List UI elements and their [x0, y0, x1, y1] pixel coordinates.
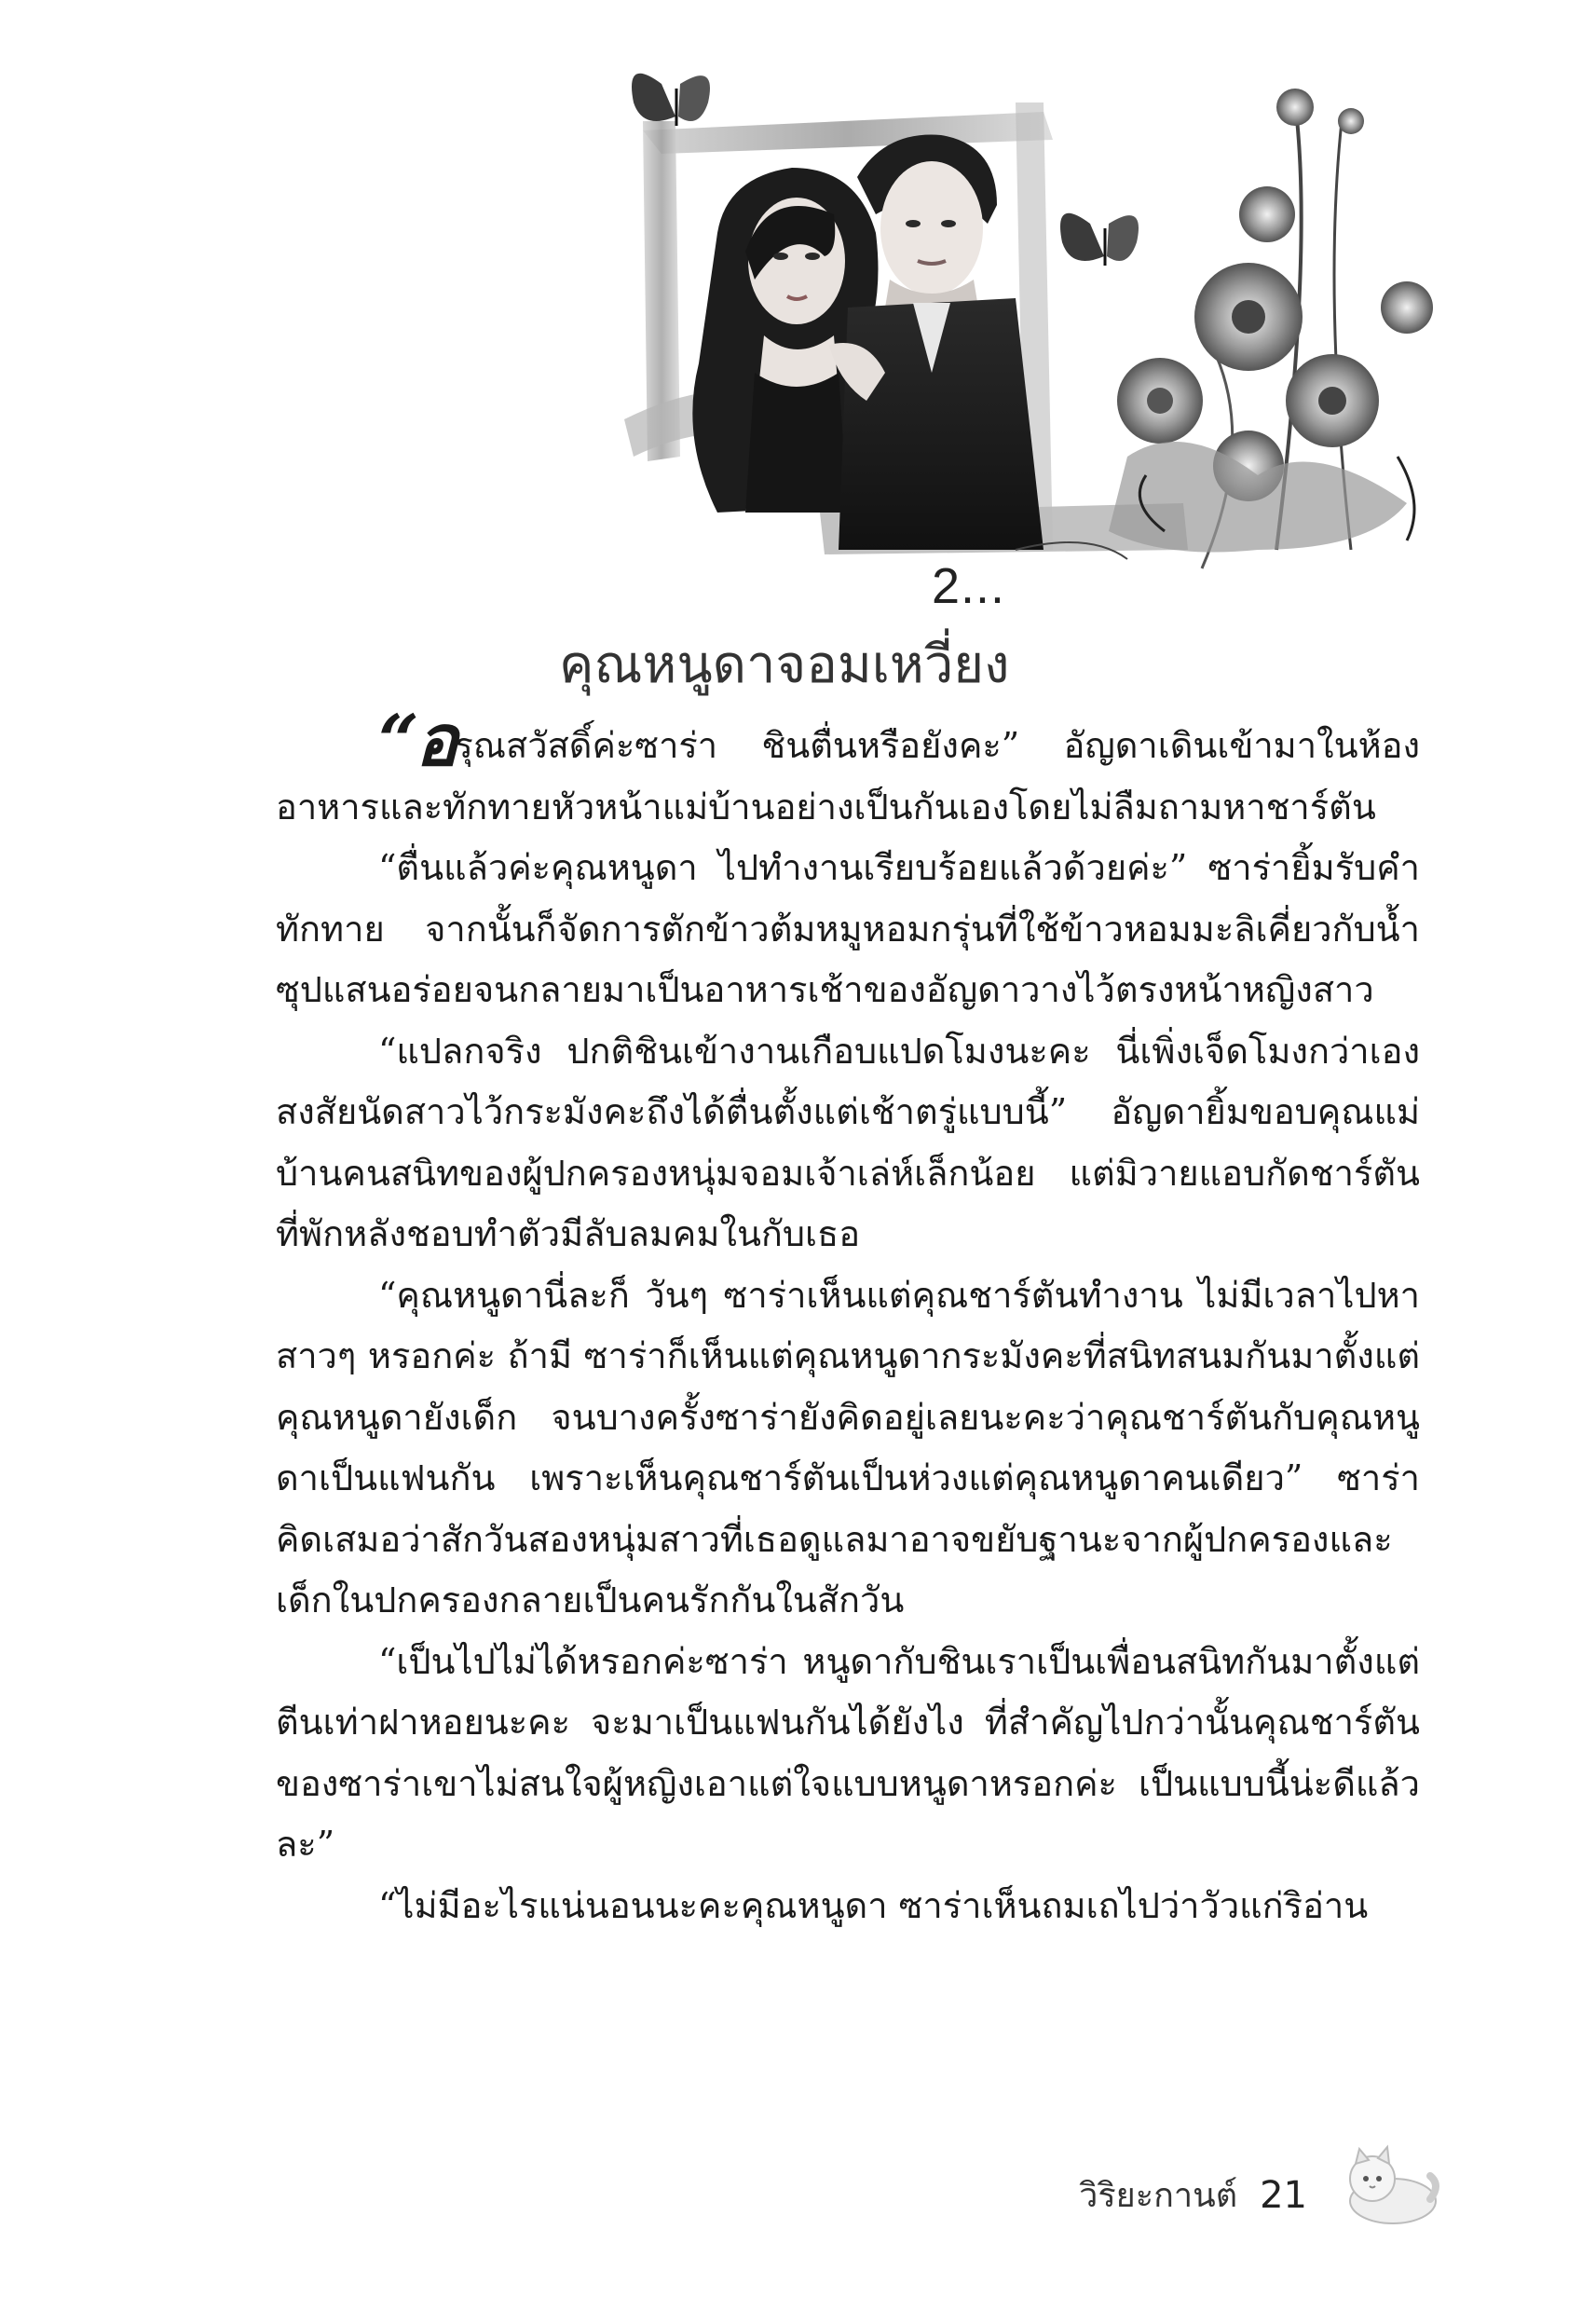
- paragraph: “คุณหนูดานี่ละก็ วันๆ ซาร่าเห็นแต่คุณชาร์ตันทำงาน ไม่มีเวลาไปหาสาวๆ หรอกค่ะ ถ้ามี ซาร่าก็เห็นแต่คุณหนูดากระมังคะที่สนิทสนมกันมาตั้งแต่คุณหนูดายังเด็ก จนบางครั้งซาร่ายังคิดอยู่เลยนะคะว่าคุณชาร์ตันกับคุณหนูดาเป็นแฟนกัน เพราะเห็นคุณชาร์ตันเป็นห่วงแต่คุณหนูดาคนเดียว” ซาร่าคิดเสมอว่าสักวันสองหนุ่มสาวที่เธอดูแลมาอาจขยับฐานะจากผู้ปกครองและเด็กในปกครองกลายเป็นคนรักกันในสักวัน: [276, 1274, 1420, 1620]
- flower-bouquet-icon: [1016, 89, 1433, 568]
- paragraph: “เป็นไปไม่ได้หรอกค่ะซาร่า หนูดากับชินเราเป็นเพื่อนสนิทกันมาตั้งแต่ตีนเท่าฝาหอยนะคะ จะมาเป็นแฟนกันได้ยังไง ที่สำคัญไปกว่านั้นคุณชาร์ตันของซาร่าเขาไม่สนใจผู้หญิงเอาแต่ใจแบบหนูดาหรอกค่ะ เป็นแบบนี้น่ะดีแล้วละ”: [276, 1640, 1420, 1865]
- chapter-title: คุณหนูดาจอมเหวี่ยง: [559, 635, 1010, 695]
- author-name: วิริยะกานต์: [1079, 2177, 1238, 2215]
- man-figure: [829, 135, 1044, 550]
- chapter-body: [276, 699, 1420, 1936]
- paragraph: “ไม่มีอะไรแน่นอนนะคะคุณหนูดา ซาร่าเห็นถมเถไปว่าวัวแก่ริอ่าน: [378, 1884, 1369, 1926]
- page-footer: [1079, 2168, 1307, 2222]
- opening-text: รุณสวัสดิ์ค่ะซาร่า ชินตื่นหรือยังคะ” อัญดาเดินเข้ามาในห้องอาหารและทักทายหัวหน้าแม่บ้านอย่างเป็นกันเองโดยไม่ลืมถามหาชาร์ตัน: [276, 725, 1420, 827]
- paragraph: “ตื่นแล้วค่ะคุณหนูดา ไปทำงานเรียบร้อยแล้วด้วยค่ะ” ซาร่ายิ้มรับคำทักทาย จากนั้นก็จัดการตักข้าวต้มหมูหอมกรุ่นที่ใช้ข้าวหอมมะลิเคี่ยวกับน้ำซุปแสนอร่อยจนกลายมาเป็นอาหารเช้าของอัญดาวางไว้ตรงหน้าหญิงสาว: [276, 847, 1420, 1010]
- chapter-number: 2...: [932, 558, 1006, 614]
- butterfly-icon: [632, 74, 710, 126]
- couple-portrait-illustration: [606, 65, 1444, 624]
- page-number: 21: [1260, 2173, 1307, 2217]
- drop-letter: อ: [415, 699, 455, 782]
- butterfly-icon: [1060, 213, 1139, 266]
- chapter-header-illustration: [606, 65, 1444, 624]
- persian-cat-icon: [1337, 2143, 1439, 2227]
- opening-paragraph: [276, 699, 1420, 838]
- opening-quote-mark: “: [378, 699, 416, 782]
- paragraph: “แปลกจริง ปกติชินเข้างานเกือบแปดโมงนะคะ นี่เพิ่งเจ็ดโมงกว่าเอง สงสัยนัดสาวไว้กระมังคะถึงได้ตื่นตั้งแต่เช้าตรู่แบบนี้” อัญดายิ้มขอบคุณแม่บ้านคนสนิทของผู้ปกครองหนุ่มจอมเจ้าเล่ห์เล็กน้อย แต่มิวายแอบกัดชาร์ตันที่พักหลังชอบทำตัวมีลับลมคมในกับเธอ: [276, 1030, 1420, 1254]
